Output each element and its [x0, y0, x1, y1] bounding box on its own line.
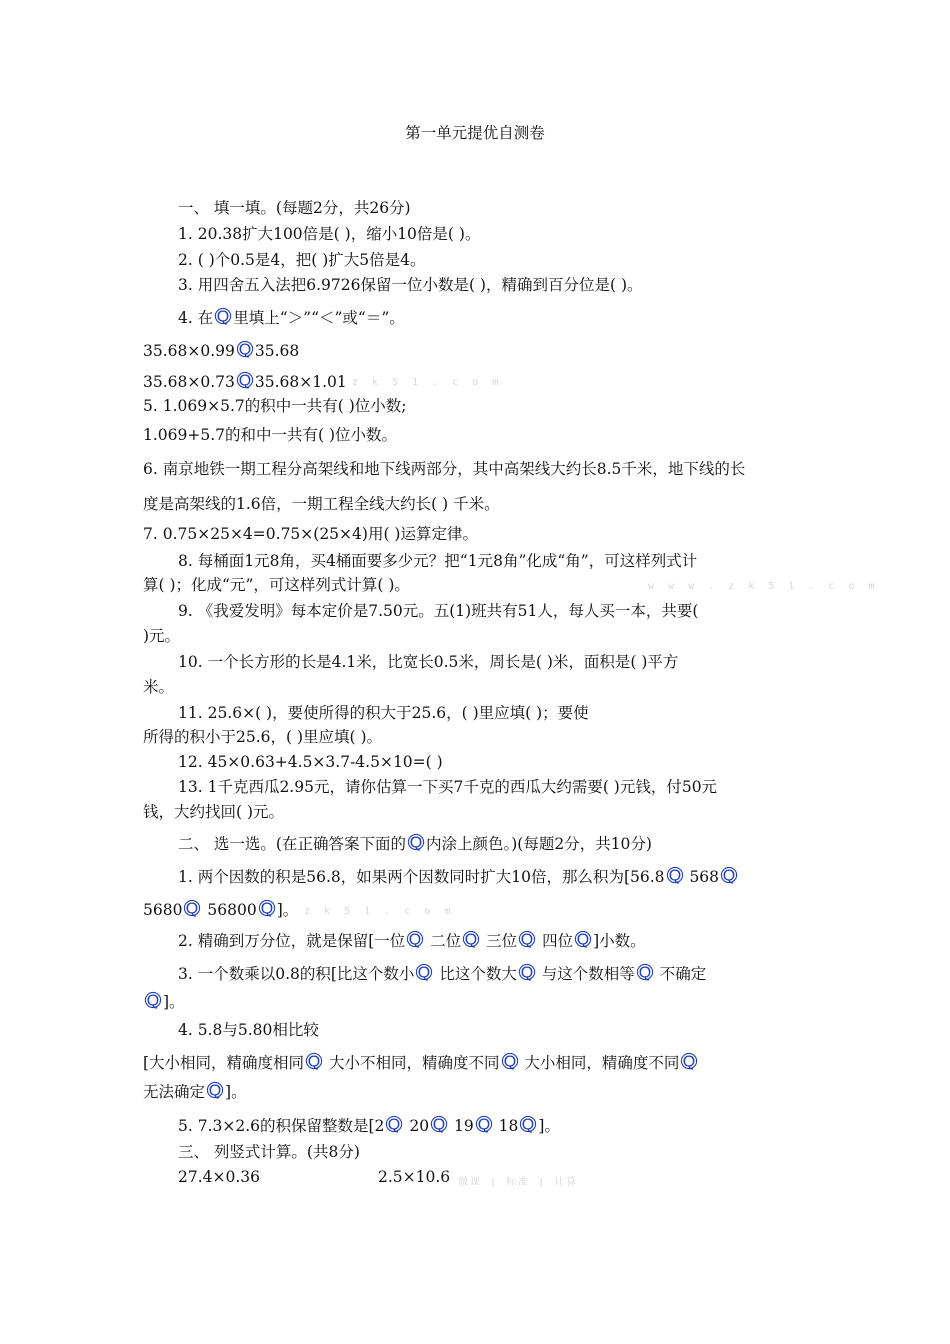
text-segment: 35.68×1.01 — [254, 373, 347, 391]
question-text: 所得的积小于25.6，( )里应填( )。 — [143, 728, 383, 746]
option-label: 5680 — [143, 901, 183, 919]
option-circle-icon[interactable] — [665, 866, 685, 886]
option-circle-icon[interactable] — [213, 307, 233, 327]
option-label: 大小相同，精确度不同 — [519, 1054, 680, 1072]
option-label: 与这个数相等 — [536, 965, 635, 983]
option-label: 比这个数大 — [434, 965, 517, 983]
text-segment: 35.68 — [254, 342, 300, 360]
text-segment: 35.68×0.73 — [143, 373, 235, 391]
option-label: 二位 — [425, 932, 462, 950]
option-label: 20 — [404, 1117, 430, 1135]
option-circle-icon[interactable] — [517, 930, 537, 950]
option-circle-icon[interactable] — [235, 340, 255, 360]
option-circle-icon[interactable] — [518, 1115, 538, 1135]
text-segment: ]。 — [538, 1117, 560, 1135]
option-circle-icon[interactable] — [679, 1052, 699, 1072]
question-text: 度是高架线的1.6倍，一期工程全线大约长( ) 千米。 — [143, 495, 500, 513]
question-text — [178, 963, 706, 984]
question-text: 13. 1千克西瓜2.95元，请你估算一下买7千克的西瓜大约需要( )元钱，付50元 — [178, 778, 718, 796]
question-text: 11. 25.6×( )，要使所得的积大于25.6，( )里应填( )；要使 — [178, 704, 589, 722]
watermark: 微课 | 标准 | 计算 — [458, 1177, 579, 1188]
page-title: 第一单元提优自测卷 — [405, 124, 545, 142]
question-text: 7. 0.75×25×4=0.75×(25×4)用( )运算定律。 — [143, 525, 478, 543]
question-text — [143, 1081, 247, 1102]
option-circle-icon[interactable] — [429, 1115, 449, 1135]
text-segment: 4. 在 — [178, 309, 214, 327]
question-text — [178, 930, 646, 951]
text-segment: 里填上“＞”“＜”或“＝”。 — [233, 309, 405, 327]
option-label: 不确定 — [654, 965, 707, 983]
option-label: 四位 — [537, 932, 574, 950]
question-text: 8. 每桶面1元8角，买4桶面要多少元？把“1元8角”化成“角”，可这样列式计 — [178, 552, 698, 570]
option-circle-icon[interactable] — [474, 1115, 494, 1135]
section-1-heading: 一、 填一填。(每题2分，共26分) — [178, 199, 411, 217]
watermark: z k 5 1 . c o m — [304, 906, 455, 917]
question-text — [178, 307, 405, 328]
question-text — [143, 371, 347, 392]
option-label: 568 — [684, 868, 720, 886]
option-circle-icon[interactable] — [257, 899, 277, 919]
text-segment: 35.68×0.99 — [143, 342, 235, 360]
option-label: 3. 一个数乘以0.8的积[比这个数小 — [178, 965, 415, 983]
question-text: 算( )；化成“元”，可这样列式计算( )。 — [143, 576, 410, 594]
option-circle-icon[interactable] — [719, 866, 739, 886]
question-text: 4. 5.8与5.80相比较 — [178, 1021, 319, 1039]
option-label: 19 — [449, 1117, 474, 1135]
option-label: 2. 精确到万分位，就是保留[一位 — [178, 932, 406, 950]
option-circle-icon[interactable] — [182, 899, 202, 919]
question-text: 1. 20.38扩大100倍是( )，缩小10倍是( )。 — [178, 225, 481, 243]
calc-problem: 2.5×10.6 — [378, 1168, 451, 1186]
watermark: z k 5 1 . c o m — [352, 377, 503, 388]
option-circle-icon[interactable] — [405, 930, 425, 950]
option-circle-icon — [406, 833, 426, 853]
text-segment: ]。 — [225, 1083, 247, 1101]
question-text: 5. 1.069×5.7的积中一共有( )位小数; — [143, 397, 407, 415]
option-label: 5. 7.3×2.6的积保留整数是[2 — [178, 1117, 385, 1135]
option-label: 56800 — [202, 901, 257, 919]
option-circle-icon[interactable] — [143, 991, 163, 1011]
question-text: 10. 一个长方形的长是4.1米，比宽长0.5米，周长是( )米，面积是( )平方 — [178, 653, 679, 671]
text-segment: 1. 两个因数的积是56.8，如果两个因数同时扩大10倍，那么积为[56.8 — [178, 868, 665, 886]
question-text — [143, 1052, 699, 1073]
text-segment: ]。 — [276, 901, 299, 919]
option-circle-icon[interactable] — [635, 963, 655, 983]
question-text: 2. ( )个0.5是4，把( )扩大5倍是4。 — [178, 251, 426, 269]
text-segment: ]小数。 — [593, 932, 646, 950]
option-label: [大小相同，精确度相同 — [143, 1054, 305, 1072]
question-text — [178, 866, 739, 887]
question-text: 3. 用四舍五入法把6.9726保留一位小数是( )，精确到百分位是( )。 — [178, 276, 643, 294]
question-text: 12. 45×0.63+4.5×3.7-4.5×10=( ) — [178, 753, 443, 771]
section-3-heading: 三、 列竖式计算。(共8分) — [178, 1143, 360, 1161]
option-circle-icon[interactable] — [414, 963, 434, 983]
option-circle-icon[interactable] — [461, 930, 481, 950]
option-circle-icon[interactable] — [517, 963, 537, 983]
question-text — [143, 340, 299, 361]
question-text: 9. 《我爱发明》每本定价是7.50元。五(1)班共有51人，每人买一本，共要( — [178, 602, 699, 620]
section-2-heading — [178, 833, 652, 854]
option-circle-icon[interactable] — [384, 1115, 404, 1135]
question-text — [143, 991, 185, 1012]
question-text: 1.069+5.7的和中一共有( )位小数。 — [143, 426, 398, 444]
text-segment: 二、 选一选。(在正确答案下面的 — [178, 835, 406, 853]
calc-problem: 27.4×0.36 — [178, 1168, 261, 1186]
option-circle-icon[interactable] — [500, 1052, 520, 1072]
question-text — [178, 1115, 560, 1136]
question-text: )元。 — [143, 627, 181, 645]
option-circle-icon[interactable] — [573, 930, 593, 950]
option-circle-icon[interactable] — [304, 1052, 324, 1072]
text-segment: 内涂上颜色。)(每题2分，共10分) — [425, 835, 652, 853]
option-label: 18 — [493, 1117, 519, 1135]
option-circle-icon[interactable] — [205, 1081, 225, 1101]
option-circle-icon[interactable] — [235, 371, 255, 391]
option-label: 大小不相同，精确度不同 — [324, 1054, 500, 1072]
question-text — [143, 899, 298, 920]
watermark: w w w . z k 5 1 . c o m — [648, 581, 879, 592]
question-text: 米。 — [143, 678, 175, 696]
question-text: 钱，大约找回( )元。 — [143, 803, 285, 821]
option-label: 三位 — [481, 932, 518, 950]
question-text: 6. 南京地铁一期工程分高架线和地下线两部分，其中高架线大约长8.5千米，地下线的长 — [143, 460, 746, 478]
text-segment: ]。 — [163, 993, 185, 1011]
option-label: 无法确定 — [143, 1083, 206, 1101]
